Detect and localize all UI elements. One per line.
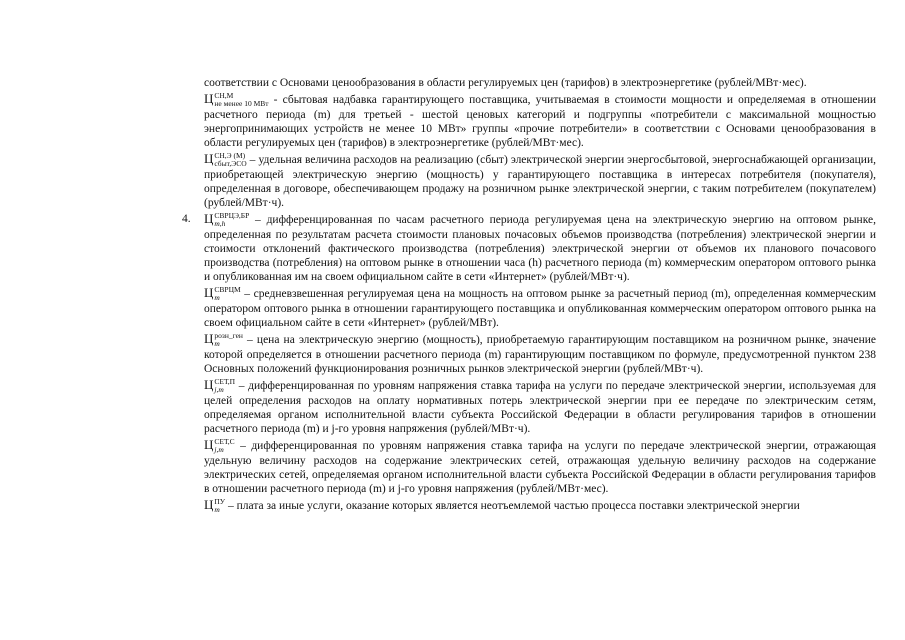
formula-symbol: Ц СВРЦЭ,БР m,h [204,211,250,229]
paragraph-continuation [204,76,876,90]
formula-symbol: Ц розн_ген m [204,331,243,349]
definition-rozn-gen [204,332,876,376]
definition-text: – дифференцированная по уровням напряжения ставка тарифа на услуги по передаче электрической энергии, отражающая удельную величину расходов на содержание электрических сетей, отражающая удельную величину расходов на содержание электрических сетей, определяемая органом исполнительной власти субъекта Российской Федерации в области регулирования тарифов в отношении расчетного периода (m) и j-го уровня напряжения (рублей/МВт·мес). [204,440,876,496]
definition-svrcm [204,286,876,330]
definition-text: – цена на электрическую энергию (мощность), приобретаемую гарантирующим поставщиком на розничном рынке, значение которой определяется в отношении расчетного периода (m) гарантирующим поставщиком по формуле, предусмотренной пунктом 238 Основных положений функционирования розничных рынков электрической энергии (рублей/МВт·ч). [204,334,876,376]
definition-pu [204,498,876,514]
definition-text: – средневзвешенная регулируемая цена на мощность на оптовом рынке за расчетный период (m), определенная коммерческим оператором оптового рынка в отношении гарантирующего поставщика и опубликованная коммерческим оператором оптового рынка на своем официальном сайте в сети «Интернет» (рублей/МВт). [204,288,876,330]
definition-text: - сбытовая надбавка гарантирующего поставщика, учитываемая в стоимости мощности и определяемая в отношении расчетного периода (m) для третьей - шестой ценовых категорий и подгруппы «потребители с максимальной мощностью энергопринимающих устройств не менее 10 МВт» группы «прочие потребители» в соответствии с Основами ценообразования в области регулируемых цен (тарифов) в электроэнергетике (рублей/МВт·мес). [204,94,876,150]
definition-sbyt-eso [204,152,876,210]
formula-symbol: Ц СВРЦМ m [204,285,241,303]
paragraph-text: соответствии с Основами ценообразования в области регулируемых цен (тарифов) в электроэнергетике (рублей/МВт·мес). [204,77,807,89]
formula-symbol: Ц СН,Э (М) сбыт,ЭСО [204,151,247,169]
document-body [182,76,876,516]
list-number: 4. [182,213,191,226]
formula-symbol: Ц СЕТ,С j,m [204,437,235,455]
definition-svrce-br [182,211,876,284]
formula-symbol: Ц СЕТ,П j,m [204,377,236,395]
definition-text: – плата за иные услуги, оказание которых является неотъемлемой частью процесса поставки электрической энергии [225,500,800,513]
formula-symbol: Ц СН,М не менее 10 МВт [204,91,269,109]
definition-text: – дифференцированная по часам расчетного периода регулируемая цена на электрическую энергию на оптовом рынке, определенная по результатам расчета стоимости плановых почасовых объемов производства (потребления) электрической энергии и стоимости отклонений фактического производства (потребления) электрической энергии от объемов их планового почасового производства (потребления) на оптовом рынке в отношении часа (h) расчетного периода (m) коммерческим оператором оптового рынка и опубликованная им на своем официальном сайте в сети «Интернет» (рублей/МВт·ч). [204,214,876,284]
definition-set-p [204,378,876,436]
definition-text: – дифференцированная по уровням напряжения ставка тарифа на услуги по передаче электрической энергии, используемая для целей определения расходов на оплату нормативных потерь электрической энергии при ее передаче по электрическим сетям, определяемая органом исполнительной власти субъекта Российской Федерации в области регулирования тарифов в отношении расчетного периода (m) и j-го уровня напряжения (рублей/МВт·ч). [204,380,876,436]
definition-sbyt-nadbavka [204,92,876,150]
definition-text: – удельная величина расходов на реализацию (сбыт) электрической энергии энергосбытовой, энергоснабжающей организации, приобретающей электрическую энергию (мощность) у гарантирующего поставщика в интересах потребителя (покупателя), определенная в договоре, обеспечивающем продажу на розничном рынке электрической энергии, с таким потребителем (покупателем) (рублей/МВт·ч). [204,154,876,210]
definition-set-s [204,438,876,496]
formula-symbol: Ц ПУ m [204,497,226,515]
